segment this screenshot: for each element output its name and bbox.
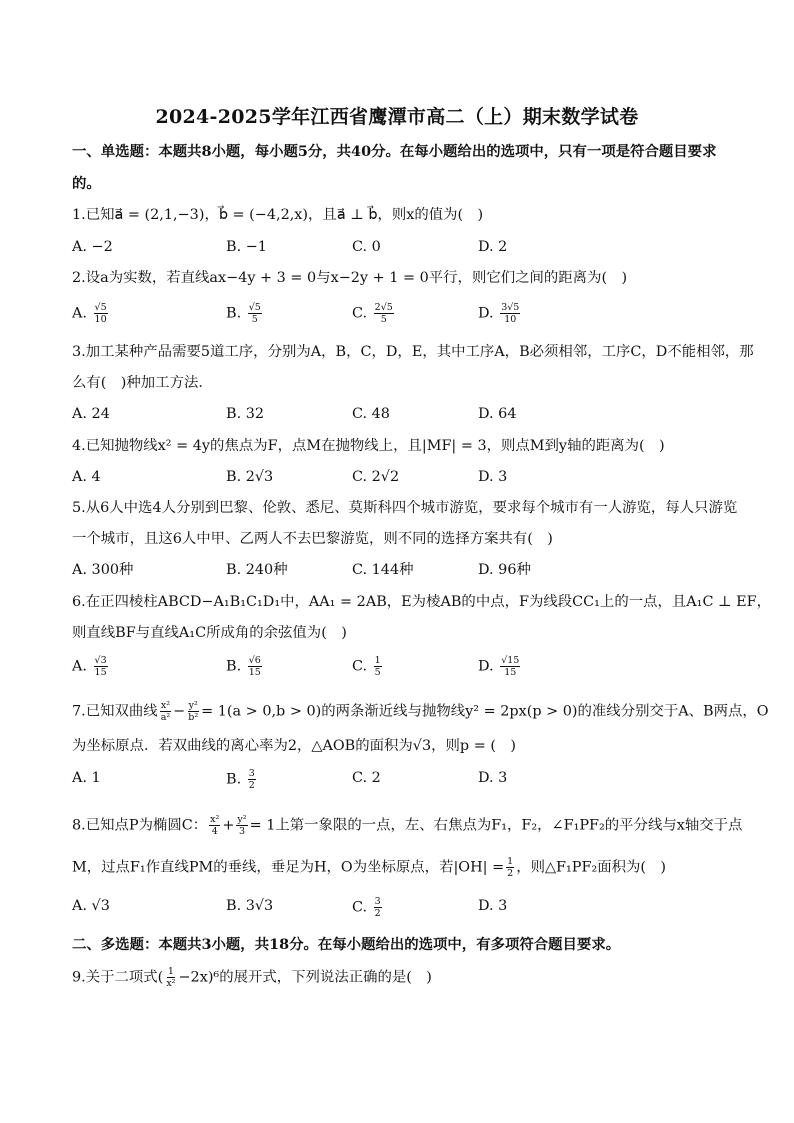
section-1-header-cont: 的。 [72,175,101,192]
question-6-stem-line-1: 6.在正四棱柱ABCD−A₁B₁C₁D₁中，AA₁ = 2AB，E为棱AB的中点，F为线段CC₁上的一点，且A₁C ⊥ EF， [72,594,772,610]
option-b: B. $\frac{3}{2}$ [226,768,255,791]
option-d: D. 2 [478,239,508,255]
option-d: D. 96种 [478,562,531,578]
option-b: B. 32 [226,406,265,422]
question-6-stem-line-2: 则直线BF与直线A₁C所成角的余弦值为( ) [72,625,347,641]
section-2-header: 二、多选题：本题共3小题，共18分。在每小题给出的选项中，有多项符合题目要求。 [72,936,621,953]
option-a: A. 24 [72,406,110,422]
option-c: C. 0 [352,239,381,255]
question-4-stem: 4.已知抛物线x² = 4y的焦点为F，点M在抛物线上，且|MF| = 3，则点M到y轴的距离为( ) [72,438,665,454]
option-b: B. −1 [226,239,267,255]
option-d: D. 3 [478,898,508,914]
option-c: C. 48 [352,406,390,422]
question-7-stem-line-1: 7.已知双曲线 $\frac{\text{x²}}{\text{a²}}$ − $\frac{\text{y²}}{\text{b²}}$ = 1(a > 0,b > 0)的两条渐近线与抛物线y² = 2px(p > 0)的准线分别交于A、B两点，O [72,700,769,723]
option-c: C. $\frac{3}{2}$ [352,896,381,919]
option-b: B. $\frac{√6}{15}$ [226,655,261,678]
option-b: B. $\frac{√5}{5}$ [226,302,261,325]
option-b: B. 3√3 [226,898,274,914]
option-c: C. 2√2 [352,469,400,485]
question-4-options [72,467,732,491]
option-c: C. 2 [352,770,381,786]
question-5-options [72,560,732,584]
question-8-stem-line-2: M，过点F₁作直线PM的垂线，垂足为H，O为坐标原点，若|OH| = $\frac{1}{2}$ ，则△F₁PF₂面积为( ) [72,856,667,879]
option-a: A. 300种 [72,562,134,578]
question-3-stem-line-1: 3.加工某种产品需要5道工序，分别为A，B，C，D，E，其中工序A，B必须相邻，工序C，D不能相邻，那 [72,344,754,360]
page-title: 2024-2025学年江西省鹰潭市高二（上）期末数学试卷 [155,106,639,128]
option-b: B. 2√3 [226,469,274,485]
question-9-stem: 9.关于二项式( $\frac{1}{\text{x²}}$ −2x)⁶的展开式，下列说法正确的是( ) [72,966,432,989]
question-8-stem-line-1: 8.已知点P为椭圆C： $\frac{\text{x²}}{4}$ + $\frac{\text{y²}}{3}$ = 1上第一象限的一点，左、右焦点为F₁，F₂，∠F₁PF₂的平分线与x轴交于点 [72,814,743,837]
question-6-options [72,655,732,685]
option-a: A. $\frac{√3}{15}$ [72,655,107,678]
option-a: A. 4 [72,469,101,485]
question-5-stem-line-2: 一个城市，且这6人中甲、乙两人不去巴黎游览，则不同的选择方案共有( ) [72,531,553,547]
question-2-stem: 2.设a为实数，若直线ax−4y + 3 = 0与x−2y + 1 = 0平行，则它们之间的距离为( ) [72,270,628,286]
option-a: A. √3 [72,898,110,914]
option-a: A. 1 [72,770,101,786]
question-1-options [72,237,732,261]
section-1-header: 一、单选题：本题共8小题，每小题5分，共40分。在每小题给出的选项中，只有一项是符合题目要求 [72,143,717,160]
question-1-stem: 1.已知a⃗ = (2,1,−3)，b⃗ = (−4,2,x)，且a⃗ ⊥ b⃗，则x的值为( ) [72,207,484,223]
option-c: C. 144种 [352,562,414,578]
question-7-options [72,768,732,798]
question-7-stem-line-2: 为坐标原点．若双曲线的离心率为2，△AOB的面积为√3，则p = ( ) [72,738,516,754]
question-8-options [72,896,732,926]
option-d: D. 64 [478,406,517,422]
option-c: C. $\frac{1}{5}$ [352,655,381,678]
option-d: D. $\frac{3√5}{10}$ [478,302,520,325]
option-b: B. 240种 [226,562,288,578]
option-a: A. −2 [72,239,113,255]
option-d: D. $\frac{√15}{15}$ [478,655,520,678]
question-5-stem-line-1: 5.从6人中选4人分别到巴黎、伦敦、悉尼、莫斯科四个城市游览，要求每个城市有一人游览，每人只游览 [72,500,738,516]
option-a: A. $\frac{√5}{10}$ [72,302,107,325]
question-3-options [72,404,732,428]
question-2-options [72,302,732,332]
option-d: D. 3 [478,770,508,786]
question-3-stem-line-2: 么有( )种加工方法． [72,375,213,391]
option-d: D. 3 [478,469,508,485]
option-c: C. $\frac{2√5}{5}$ [352,302,393,325]
